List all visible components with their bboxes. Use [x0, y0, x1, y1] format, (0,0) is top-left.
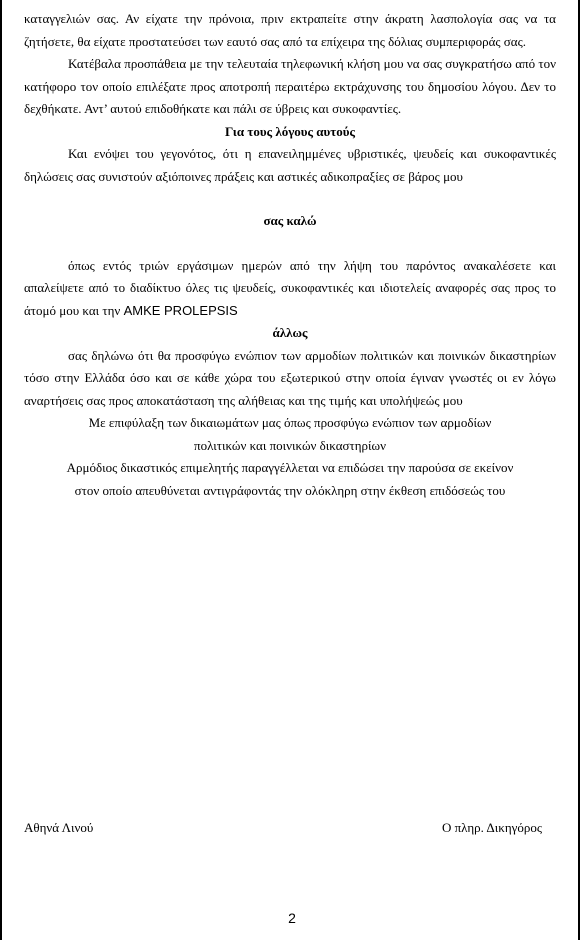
page-number: 2	[288, 910, 296, 926]
paragraph-1: καταγγελιών σας. Αν είχατε την πρόνοια, πριν εκτραπείτε στην άκρατη λασπολογία σας να τα ζητήσετε, θα είχατε προστατεύσει των εαυτό σας από τα επίχειρα της δόλιας συμπεριφοράς σας.	[24, 11, 556, 49]
paragraph-5: σας δηλώνω ότι θα προσφύγω ενώπιον των αρμοδίων πολιτικών και ποινικών δικαστηρίων τόσο στην Ελλάδα όσο και σε κάθε χώρα του εξωτερικού στην οποία έγιναν γνωστές οι εν λόγω αναρτήσεις σας προς αποκατάσταση της αλήθειας και της τιμής και υπολήψεώς μου	[24, 347, 556, 408]
signature-client: Αθηνά Λινού	[24, 820, 94, 835]
document-body	[24, 8, 556, 502]
paragraph-6-line-1: Με επιφύλαξη των δικαιωμάτων μας όπως προσφύγω ενώπιον των αρμοδίων	[88, 415, 492, 430]
heading-call: σας καλώ	[263, 213, 317, 228]
heading-otherwise: άλλως	[272, 325, 308, 340]
paragraph-4	[24, 255, 556, 323]
paragraph-6-line-2: πολιτικών και ποινικών δικαστηρίων	[194, 437, 386, 453]
paragraph-2: Κατέβαλα προσπάθεια με την τελευταία τηλεφωνική κλήση μου να σας συγκρατήσω από τον κατήφορο τον οποίο επιλέξατε προς αποτροπή περαιτέρω εκτράχυνσης του δημοσίου λόγου. Δεν το δεχθήκατε. Αντ’ αυτού επιδοθήκατε και πάλι σε ύβρεις και συκοφαντίες.	[24, 56, 556, 116]
heading-reasons: Για τους λόγους αυτούς	[224, 123, 355, 139]
signature-lawyer: Ο πληρ. Δικηγόρος	[441, 820, 542, 835]
paragraph-3: Και ενόψει του γεγονότος, ότι η επανειλημμένες υβριστικές, ψευδείς και συκοφαντικές δηλώσεις σας συνιστούν αξιόποινες πράξεις και αστικές αδικοπραξίες σε βάρος μου	[24, 146, 556, 184]
paragraph-7-line-2: στον οποίο απευθύνεται αντιγράφοντάς την ολόκληρη στην έκθεση επιδόσεώς του	[74, 482, 506, 498]
paragraph-4-text: όπως εντός τριών εργάσιμων ημερών από την λήψη του παρόντος ανακαλέσετε και απαλείψετε από το διαδίκτυο όλες τις ψευδείς, συκοφαντικές και ιδιοτελείς αναφορές σας προς το άτομό μου και την	[24, 257, 556, 318]
paragraph-7-line-1: Αρμόδιος δικαστικός επιμελητής παραγγέλλεται να επιδώσει την παρούσα σε εκείνον	[66, 460, 514, 475]
organization-name: AMKE PROLEPSIS	[123, 302, 238, 318]
